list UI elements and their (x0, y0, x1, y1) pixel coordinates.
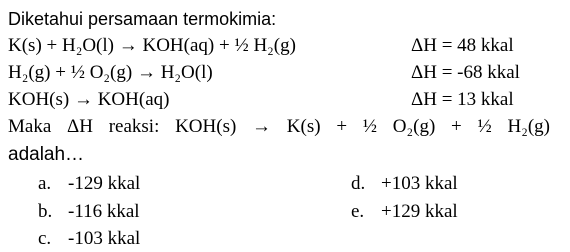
option-c-letter: c. (38, 228, 52, 249)
intro-text: Diketahui persamaan termokimia: (8, 9, 277, 29)
option-e-letter: e. (351, 201, 365, 222)
option-e[interactable] (351, 200, 458, 224)
reaction-1-enthalpy: ΔH = 48 kkal (411, 35, 514, 56)
reaction-3-equation: KOH(s) → KOH(aq) (8, 89, 170, 110)
question-line-1: Maka ΔH reaksi: KOH(s) → K(s) + ½ O₂(g) + ½ H₂(g) (8, 116, 550, 137)
reaction-2-enthalpy: ΔH = -68 kkal (411, 62, 520, 83)
reaction-1-equation: K(s) + H₂O(l) → KOH(aq) + ½ H₂(g) (8, 35, 296, 56)
option-c[interactable] (38, 227, 140, 251)
option-a-letter: a. (38, 173, 52, 194)
option-d-text: +103 kkal (381, 173, 458, 194)
option-d-letter: d. (351, 173, 366, 194)
option-b[interactable] (38, 200, 140, 224)
reaction-2-equation: H₂(g) + ½ O₂(g) → H₂O(l) (8, 62, 213, 83)
option-a[interactable] (38, 172, 140, 196)
option-e-text: +129 kkal (381, 201, 458, 222)
option-b-text: -116 kkal (68, 201, 140, 222)
option-b-letter: b. (38, 201, 53, 222)
question-line-2: adalah… (8, 144, 85, 165)
option-c-text: -103 kkal (68, 228, 141, 249)
option-d[interactable] (351, 172, 458, 196)
option-a-text: -129 kkal (68, 173, 141, 194)
reaction-3-enthalpy: ΔH = 13 kkal (411, 89, 514, 110)
